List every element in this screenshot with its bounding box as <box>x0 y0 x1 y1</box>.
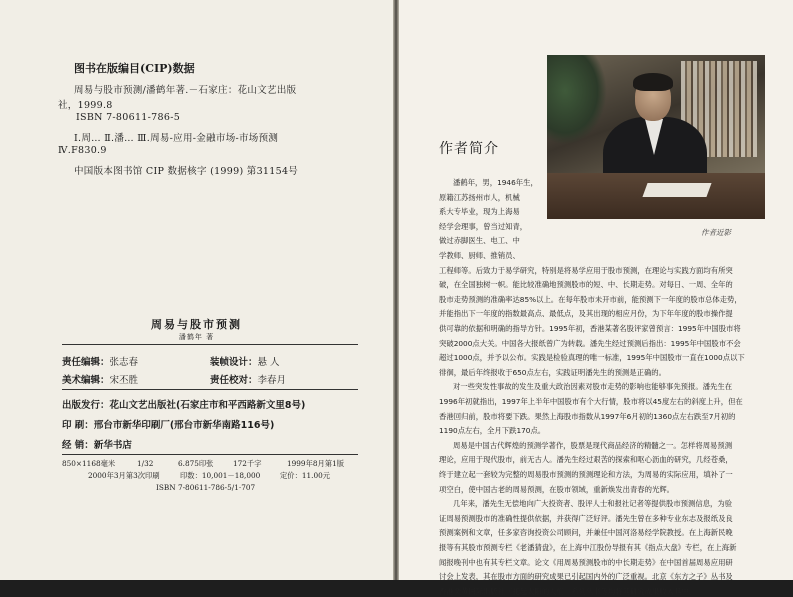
bio-line: 超过1000点，并予以公布。实践是检验真理的唯一标准，1995年中国股市一直在1000点以下 <box>439 353 745 363</box>
divider <box>62 454 358 455</box>
cip-classification: Ⅳ.F830.9 <box>58 145 107 156</box>
bio-line: 几年来，潘先生无偿地向广大投资者、股评人士和报社记者等提供股市预测信息，为验 <box>453 499 733 509</box>
bio-line: 并能指出下一年度的指数最高点、最低点，及其出现的相应月份，为下年年度的股市操作提 <box>439 309 733 319</box>
book-title: 周易与股市预测 <box>151 318 242 331</box>
bio-line: 股市走势预测的准确率达85%以上。在每年股市未开市前，能预测下一年度的股市总体走势， <box>439 294 742 304</box>
spec-price: 定价：11.00元 <box>280 471 331 480</box>
bio-line: 徘徊，最后年终报收于650点左右，实践证明潘先生的预测是正确的。 <box>439 367 666 377</box>
cip-record-number: 中国版本图书馆 CIP 数据核字 (1999) 第31154号 <box>74 166 299 177</box>
bio-line: 报等有其股市预测专栏《老潘猜盘》，在上海中江股份导报有其《指点大盘》专栏，在上海新 <box>439 543 737 552</box>
photo-caption: 作者近影 <box>701 228 731 237</box>
spec-printing: 2000年3月第3次印刷 <box>88 471 160 480</box>
bio-line: 突破2000点大关。中国各大报纸曾广为转载。潘先生经过预测后指出：1995年中国股市不会 <box>439 338 741 348</box>
cip-subject-headings: Ⅰ.周… Ⅱ.潘… Ⅲ.周易-应用-金融市场-市场预测 <box>74 133 279 144</box>
bio-line: 终于建立起一套较为完整的周易股市预测的预测理论和方法，为周易的实际应用，填补了一 <box>439 470 733 479</box>
bio-line: 理论，应用于现代股市，前无古人。潘先生经过艰苦的探索和呕心沥血的研究，几经苍桑， <box>439 455 733 465</box>
bio-line: 香港回归前，股市将要下跌。果然上海股市指数从1997年6月初的1360点左右跌至7月初的 <box>439 411 736 421</box>
bio-line: 原籍江苏扬州市人，机械 <box>439 192 520 202</box>
bio-line: 证周易预测股市的准确性提供依据，并获得广泛好评。潘先生曾在多种专业东志及报纸及良 <box>439 513 733 523</box>
bio-line: 学教师、厨师、推销员、 <box>439 251 520 260</box>
bio-line: 对一些突发性事故的发生及重大政治因素对股市走势的影响也能够事先预报。潘先生在 <box>453 382 733 392</box>
bio-line: 讨会上发表，其在股市方面的研究成果已引起国内外的广泛重视。北京《东方之子》丛书及 <box>439 572 733 582</box>
credit-design: 装帧设计：悬 人 <box>210 357 280 368</box>
spec-word-count: 172千字 <box>233 459 262 468</box>
divider <box>62 389 358 390</box>
bio-line: 闻报晚刊中也有其专栏文章。论文《用周易预测股市的中长期走势》在中国首届周易应用研 <box>439 557 733 567</box>
cip-entry-line: 周易与股市预测/潘鹤年著.－石家庄：花山文艺出版 <box>74 85 297 96</box>
divider <box>62 344 358 345</box>
section-title: 作者简介 <box>439 141 499 157</box>
credit-distributor: 经 销：新华书店 <box>62 440 132 451</box>
spec-print-run: 印数：10,001－18,000 <box>180 471 261 480</box>
spec-folio: 1/32 <box>137 459 154 468</box>
bio-line: 项空白，使中国古老的周易预测，在股市领域，重新焕发出青春的光辉。 <box>439 484 675 494</box>
bio-line: 1996年初就指出，1997年上半年中国股市有个大行情，股市将以45度左右的斜度上升，但在 <box>439 397 743 406</box>
bio-line: 周易是中国古代辉煌的预测学著作，股票是现代商品经济的精髓之一。怎样将周易预测 <box>453 440 733 450</box>
bio-line: 工程师等。后致力于易学研究，特别是将易学应用于股市预测，在理论与实践方面均有所突 <box>439 265 733 275</box>
bio-line: 经学会理事，曾当过知青， <box>439 221 528 231</box>
spec-sheets: 6.875印张 <box>178 459 214 468</box>
credit-publisher: 出版发行：花山文艺出版社(石家庄市和平西路新文里8号) <box>62 400 306 411</box>
bio-line: 破，在全国独树一帜。能比较准确地预测股市的短、中、长期走势。对每日、一周、全年的 <box>439 280 733 290</box>
credit-printer: 印 刷：邢台市新华印刷厂(邢台市新华南路116号) <box>62 420 275 431</box>
bio-line: 潘鹤年，男，1946年生， <box>453 178 538 187</box>
credit-proofreader: 责任校对：李春月 <box>210 375 287 386</box>
left-page-copyright <box>0 0 393 580</box>
spec-format: 850×1168毫米 <box>62 459 116 468</box>
bio-line: 做过赤脚医生、电工、中 <box>439 236 520 246</box>
cip-entry-line: 社，1999.8 <box>58 100 113 111</box>
right-page-author-intro <box>399 0 793 596</box>
author-photo <box>547 55 765 219</box>
credit-editor: 责任编辑：张志春 <box>62 357 139 368</box>
bio-line: 预测案例和文章，任多家咨询投资公司顾问，并兼任中国河洛易经学院教授。在上海新民晚 <box>439 528 733 538</box>
credit-art-editor: 美术编辑：宋丕胜 <box>62 375 139 386</box>
bio-line: 系大专毕业，现为上海易 <box>439 207 520 217</box>
cip-isbn: ISBN 7-80611-786-5 <box>76 112 181 123</box>
spec-edition: 1999年8月第1版 <box>287 459 345 468</box>
spec-isbn: ISBN 7-80611-786-5/1·707 <box>156 483 256 492</box>
bio-line: 香港奕黄国际出版社《托起太阳的人们》系列丛书等均将其研究成果收入其中。 <box>439 586 697 596</box>
bio-line: 1190点左右，全月下跌170点。 <box>439 426 546 436</box>
cip-heading: 图书在版编目(CIP)数据 <box>74 62 195 75</box>
book-author: 潘鹤年 著 <box>178 333 215 341</box>
bio-line: 供可靠的依据和明确的指导方针。1995年初，香港某著名股评家曾预言：1995年中国股市将 <box>439 324 741 333</box>
